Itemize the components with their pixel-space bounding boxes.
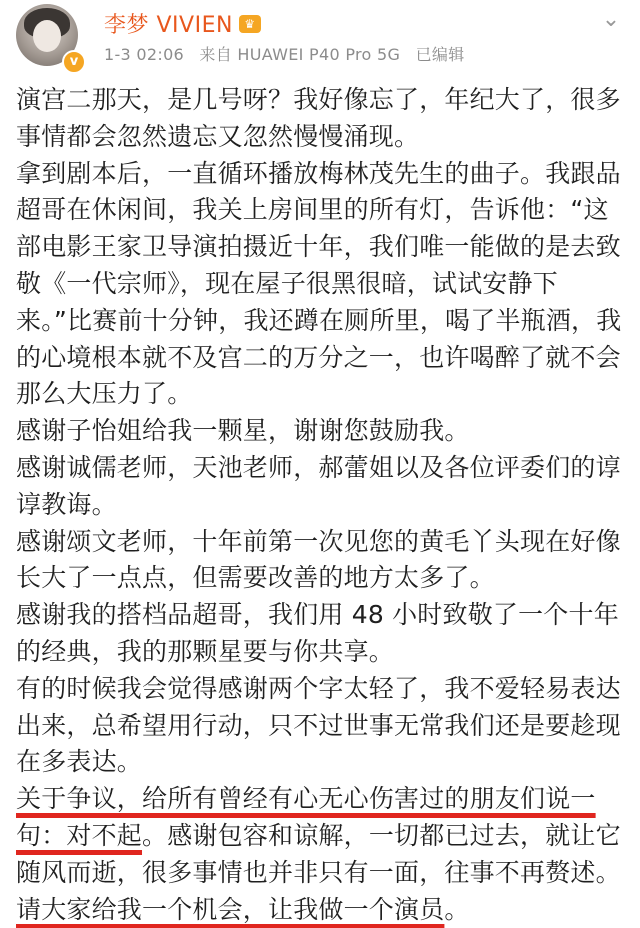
paragraph: 演宫二那天，是几号呀？我好像忘了，年纪大了，很多事情都会忽然遗忘又忽然慢慢涌现。: [16, 85, 621, 151]
post-time: 1-3 02:06: [104, 45, 185, 64]
post-header: [0, 0, 640, 82]
crown-icon: ♛: [239, 15, 261, 33]
paragraph-apology: [16, 781, 628, 928]
more-options-icon[interactable]: ⌄: [601, 7, 621, 32]
username-text: 李梦 VIVIEN: [104, 13, 233, 38]
username[interactable]: [104, 8, 261, 39]
verified-badge-icon: v: [62, 50, 86, 74]
paragraph: 有的时候我会觉得感谢两个字太轻了，我不爱轻易表达出来，总希望用行动，只不过世事无常我们还是要趁现在多表达。: [16, 673, 621, 777]
paragraph: 感谢诚儒老师，天池老师，郝蕾姐以及各位评委们的谆谆教诲。: [16, 452, 621, 519]
paragraph: 感谢颂文老师，十年前第一次见您的黄毛丫头现在好像长大了一点点，但需要改善的地方太多了。: [16, 526, 621, 593]
underlined-apology: 关于争议，给所有曾经有心无心伤害过的朋友们说一句：对不起: [16, 784, 596, 850]
edited-label[interactable]: 已编辑: [415, 45, 465, 64]
post-source: 来自 HUAWEI P40 Pro 5G: [199, 45, 401, 64]
post-body: [16, 82, 628, 928]
underlined-request: 请大家给我一个机会，让我做一个演员: [16, 894, 445, 924]
paragraph: 感谢子怡姐给我一颗星，谢谢您鼓励我。: [16, 416, 470, 446]
avatar-face: [33, 20, 61, 52]
paragraph: 感谢我的搭档品超哥，我们用 48 小时致敬了一个十年的经典，我的那颗星要与你共享。: [16, 600, 619, 666]
post-meta: [104, 42, 475, 65]
paragraph: 拿到剧本后，一直循环播放梅林茂先生的曲子。我跟品超哥在休闲间，我关上房间里的所有灯，告诉他：“这部电影王家卫导演拍摄近十年，我们唯一能做的是去致敬《一代宗师》，现在屋子很黑很暗，试试安静下来。”比赛前十分钟，我还蹲在厕所里，喝了半瓶酒，我的心境根本就不及宫二的万分之一，也许喝醉了就不会那么大压力了。: [16, 158, 622, 409]
apology-end: 。: [444, 894, 470, 924]
apology-middle: 。感谢包容和谅解，一切都已过去，就让它随风而逝，很多事情也并非只有一面，往事不再赘述。: [16, 820, 621, 887]
